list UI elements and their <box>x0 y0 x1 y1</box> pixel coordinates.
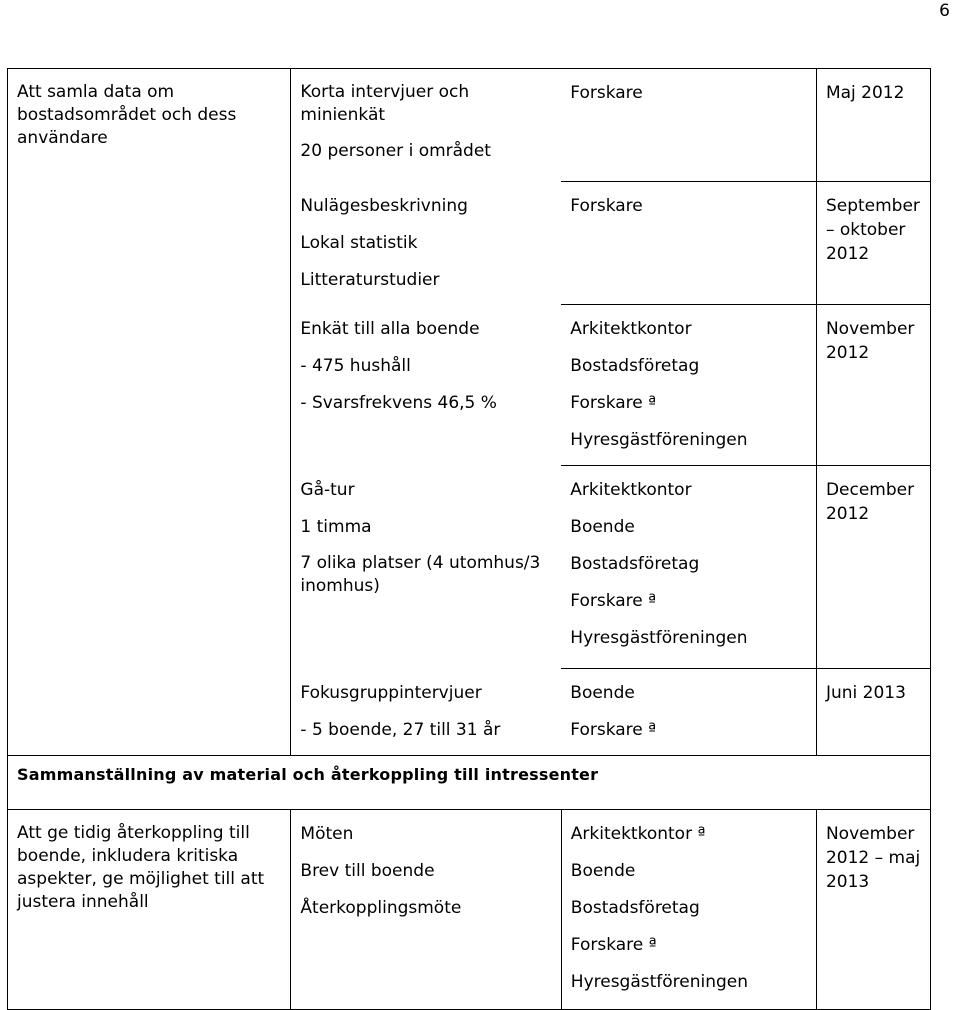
time-cell <box>816 669 930 756</box>
actor-item: Arkitektkontor <box>570 319 692 339</box>
method-item: Korta intervjuer och minienkät <box>300 82 470 125</box>
method-cell <box>291 69 561 182</box>
method-item: 1 timma <box>300 516 372 537</box>
method-item: - Svarsfrekvens 46,5 % <box>300 392 497 413</box>
actor-item: Hyresgästföreningen <box>570 972 749 992</box>
method-item: Nulägesbeskrivning <box>300 195 468 216</box>
actor-item: Bostadsföretag <box>570 898 700 918</box>
actor-item: Boende <box>570 861 636 881</box>
actor-item: Forskare ª <box>570 720 657 740</box>
time-text: Maj 2012 <box>825 83 905 103</box>
method-item: - 475 hushåll <box>300 355 411 376</box>
method-item: Återkopplingsmöte <box>300 898 462 918</box>
actor-item: Bostadsföretag <box>570 356 700 376</box>
purpose-cell <box>8 810 291 1010</box>
method-item: Enkät till alla boende <box>300 318 480 339</box>
time-cell <box>816 810 930 1010</box>
actor-item: Arkitektkontor ª <box>570 824 706 844</box>
summary-text: Sammanställning av material och återkoppling till intressenter <box>17 765 599 784</box>
method-item: 7 olika platser (4 utomhus/3 inomhus) <box>300 552 541 596</box>
time-cell <box>816 182 930 305</box>
actor-item: Forskare ª <box>570 591 657 611</box>
actor-cell <box>561 182 816 305</box>
method-item: Brev till boende <box>300 861 435 881</box>
purpose-text: Att ge tidig återkoppling till boende, inkludera kritiska aspekter, ge möjlighet till att justera innehåll <box>17 823 265 912</box>
actor-cell <box>561 305 816 466</box>
summary-row <box>8 756 931 810</box>
table-row <box>8 69 931 182</box>
time-cell <box>816 305 930 466</box>
actor-item: Forskare <box>570 196 643 216</box>
time-text: November 2012 <box>825 319 915 363</box>
summary-cell <box>8 756 931 810</box>
time-cell <box>816 466 930 669</box>
actor-item: Forskare <box>570 83 643 103</box>
actor-item: Boende <box>570 683 635 703</box>
process-table <box>7 68 931 1010</box>
actor-item: Arkitektkontor <box>570 480 692 500</box>
actor-item: Hyresgästföreningen <box>570 430 748 450</box>
actor-cell <box>561 810 816 1010</box>
method-item: 20 personer i området <box>300 141 491 161</box>
method-cell <box>291 810 561 1010</box>
method-cell <box>291 305 561 466</box>
actor-item: Bostadsföretag <box>570 554 700 574</box>
actor-cell <box>561 69 816 182</box>
actor-item: Forskare ª <box>570 935 657 955</box>
method-item: Fokusgruppintervjuer <box>300 682 482 703</box>
time-cell <box>816 69 930 182</box>
method-cell <box>291 669 561 756</box>
purpose-cell <box>8 69 291 756</box>
time-text: Juni 2013 <box>825 683 906 703</box>
table-row <box>8 810 931 1010</box>
time-text: November 2012 – maj 2013 <box>825 824 921 892</box>
method-item: Lokal statistik <box>300 232 418 253</box>
method-item: Möten <box>300 824 354 844</box>
method-cell <box>291 466 561 669</box>
method-item: Litteraturstudier <box>300 269 440 290</box>
actor-item: Boende <box>570 517 635 537</box>
page-number: 6 <box>939 1 950 21</box>
actor-item: Hyresgästföreningen <box>570 628 748 648</box>
actor-cell <box>561 669 816 756</box>
time-text: December 2012 <box>825 480 915 524</box>
purpose-text: Att samla data om bostadsområdet och dess användare <box>17 82 237 148</box>
method-item: Gå-tur <box>300 479 355 500</box>
method-item: - 5 boende, 27 till 31 år <box>300 719 501 740</box>
actor-item: Forskare ª <box>570 393 657 413</box>
time-text: September – oktober 2012 <box>825 196 920 264</box>
actor-cell <box>561 466 816 669</box>
method-cell <box>291 182 561 305</box>
